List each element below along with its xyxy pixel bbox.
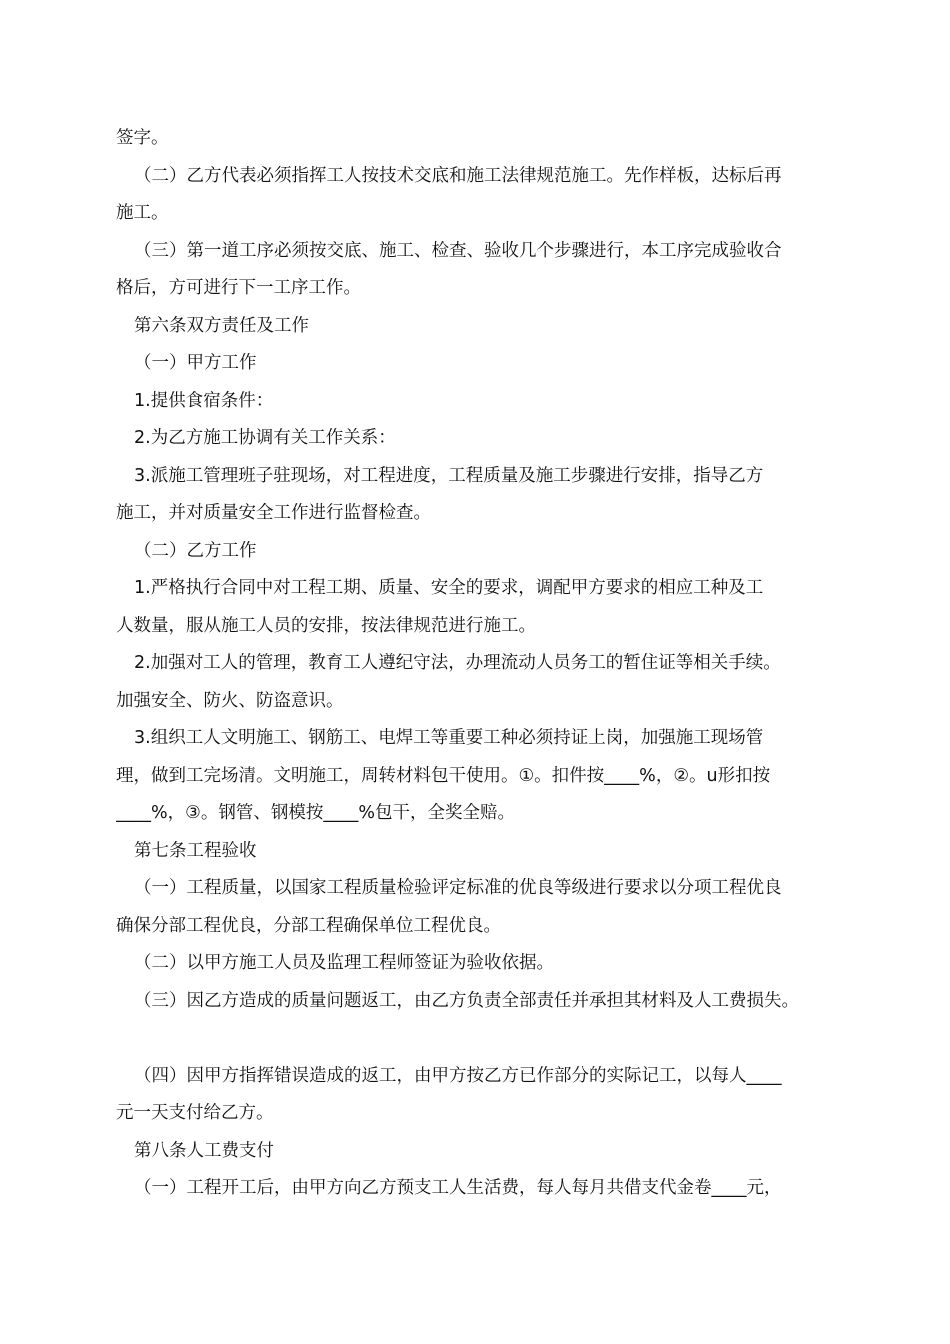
- text-line: （二）以甲方施工人员及监理工程师签证为验收依据。: [134, 953, 554, 973]
- text-line: 施工，并对质量安全工作进行监督检查。: [116, 503, 431, 523]
- text-line: （三）第一道工序必须按交底、施工、检查、验收几个步骤进行，本工序完成验收合: [134, 240, 782, 261]
- text-line: 加强安全、防火、防盗意识。: [116, 690, 344, 711]
- text-line: 格后，方可进行下一工序工作。: [116, 278, 361, 298]
- text-line: 人数量，服从施工人员的安排，按法律规范进行施工。: [116, 615, 536, 636]
- list-item: 2.加强对工人的管理，教育工人遵纪守法，办理流动人员务工的暂住证等相关手续。: [134, 653, 781, 673]
- list-item: 3.派施工管理班子驻现场，对工程进度，工程质量及施工步骤进行安排，指导乙方: [134, 465, 764, 486]
- text-line: 施工。: [116, 203, 169, 223]
- subsection-heading: （一）甲方工作: [134, 353, 257, 373]
- list-item: 3.组织工人文明施工、钢筋工、电焊工等重要工种必须持证上岗，加强施工现场管: [134, 728, 764, 748]
- text-line: ____%，③。钢管、钢模按____%包干，全奖全赔。: [116, 803, 515, 823]
- text-line: （二）乙方代表必须指挥工人按技术交底和施工法律规范施工。先作样板，达标后再: [134, 165, 782, 186]
- text-line: （一）工程开工后，由甲方向乙方预支工人生活费，每人每月共借支代金卷____元，: [134, 1178, 782, 1198]
- list-item: 1.严格执行合同中对工程工期、质量、安全的要求，调配甲方要求的相应工种及工: [134, 578, 764, 598]
- section-heading: 第六条双方责任及工作: [134, 315, 309, 336]
- text-line: （三）因乙方造成的质量问题返工，由乙方负责全部责任并承担其材料及人工费损失。: [134, 990, 799, 1011]
- section-heading: 第八条人工费支付: [134, 1140, 274, 1161]
- section-heading: 第七条工程验收: [134, 840, 257, 861]
- text-line: （四）因甲方指挥错误造成的返工，由甲方按乙方已作部分的实际记工，以每人____: [134, 1065, 782, 1086]
- document-body: [116, 120, 846, 1208]
- text-line: 签字。: [116, 128, 169, 148]
- text-line: （一）工程质量，以国家工程质量检验评定标准的优良等级进行要求以分项工程优良: [134, 878, 782, 898]
- list-item: 1.提供食宿条件：: [134, 390, 274, 411]
- text-line: 元一天支付给乙方。: [116, 1103, 274, 1123]
- text-line: 理，做到工完场清。文明施工，周转材料包干使用。①。扣件按____%，②。u形扣按: [116, 765, 771, 786]
- paragraph-gap: [116, 1020, 846, 1058]
- subsection-heading: （二）乙方工作: [134, 540, 257, 561]
- text-line: 确保分部工程优良，分部工程确保单位工程优良。: [116, 915, 501, 936]
- list-item: 2.为乙方施工协调有关工作关系：: [134, 428, 396, 448]
